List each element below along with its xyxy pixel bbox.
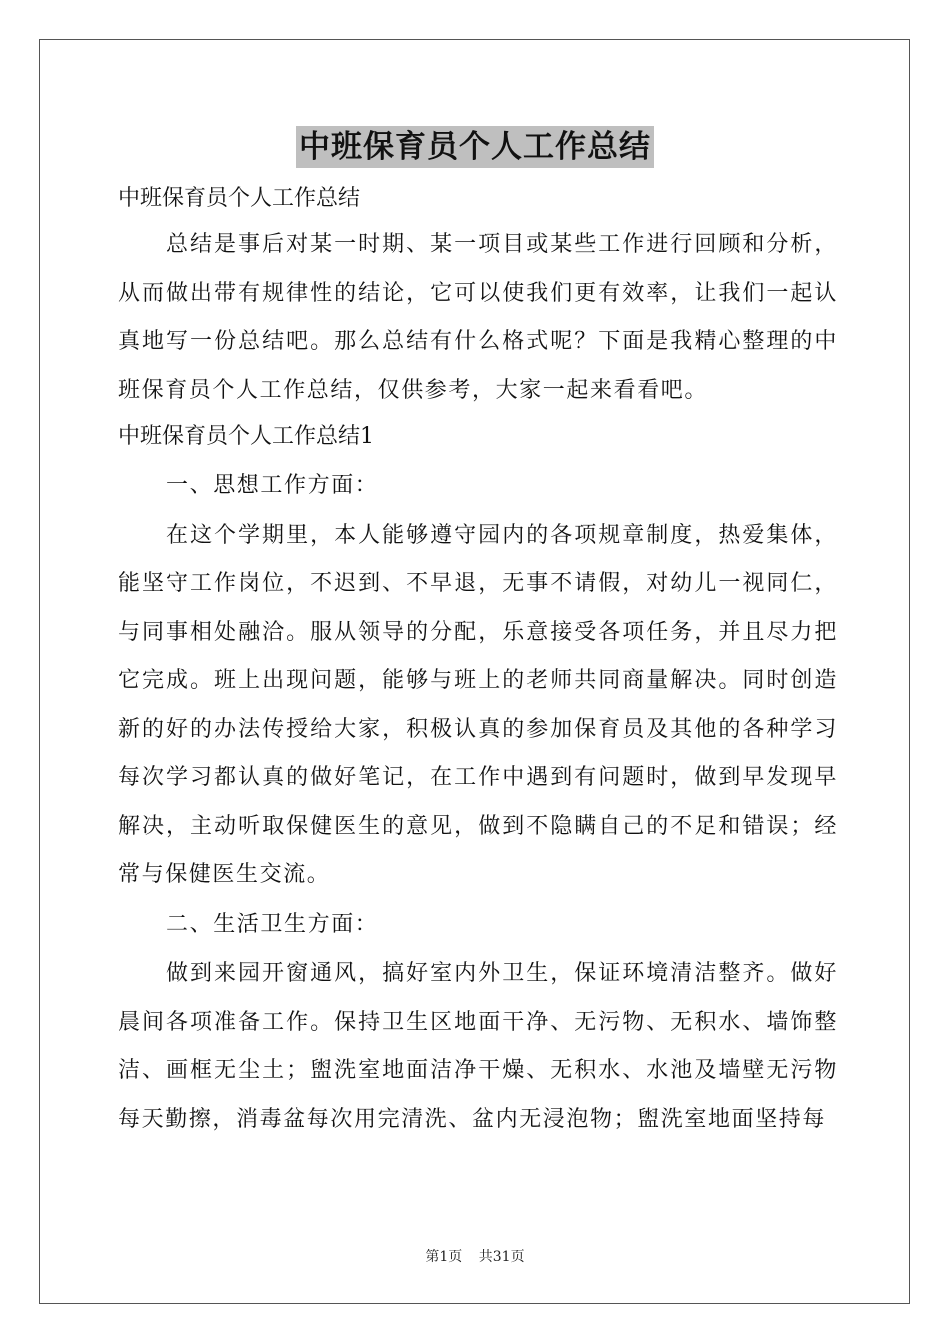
part2-heading: 二、生活卫生方面： [166, 911, 379, 937]
intro-paragraph: 总结是事后对某一时期、某一项目或某些工作进行回顾和分析，从而做出带有规律性的结论，它可以使我们更有效率，让我们一起认真地写一份总结吧。那么总结有什么格式呢？下面是我精心整理的中班保育员个人工作总结，仅供参考，大家一起来看看吧。 [118, 232, 838, 403]
document-body [118, 180, 838, 1144]
document-subtitle: 中班保育员个人工作总结 [118, 186, 361, 211]
page-footer [0, 1248, 950, 1266]
part1-heading: 一、思想工作方面： [166, 473, 379, 498]
section-title: 中班保育员个人工作总结1 [118, 424, 374, 449]
part2-paragraph: 做到来园开窗通风，搞好室内外卫生，保证环境清洁整齐。做好晨间各项准备工作。保持卫生区地面干净、无污物、无积水、墙饰整洁、画框无尘土；盥洗室地面洁净干燥、无积水、水池及墙壁无污物每天勤擦，消毒盆每次用完清洗、盆内无浸泡物；盥洗室地面坚持每 [118, 961, 838, 1132]
document-title: 中班保育员个人工作总结 [296, 126, 654, 168]
page-total: 共31页 [478, 1249, 525, 1265]
page-number: 第1页 [425, 1249, 463, 1265]
title-block [0, 126, 950, 168]
part1-paragraph: 在这个学期里，本人能够遵守园内的各项规章制度，热爱集体，能坚守工作岗位，不迟到、不早退，无事不请假，对幼儿一视同仁，与同事相处融洽。服从领导的分配，乐意接受各项任务，并且尽力把它完成。班上出现问题，能够与班上的老师共同商量解决。同时创造新的好的办法传授给大家，积极认真的参加保育员及其他的各种学习每次学习都认真的做好笔记，在工作中遇到有问题时，做到早发现早解决，主动听取保健医生的意见，做到不隐瞒自己的不足和错误；经常与保健医生交流。 [118, 522, 838, 887]
